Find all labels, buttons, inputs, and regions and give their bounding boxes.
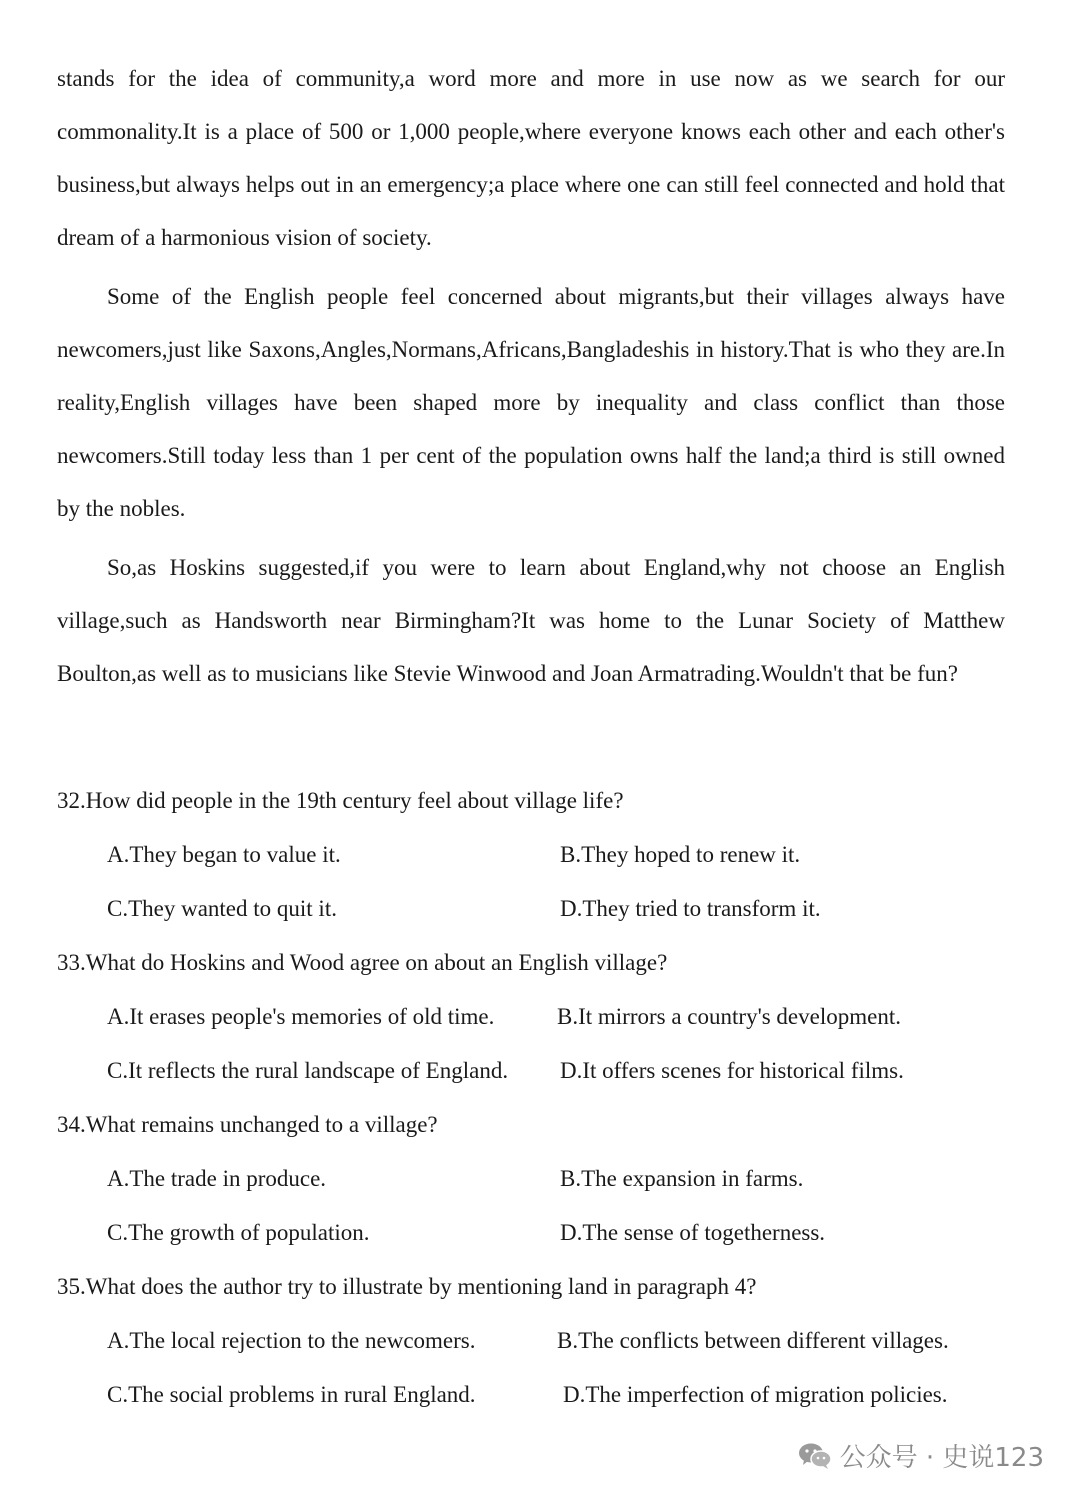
option-a: A.The local rejection to the newcomers. — [107, 1328, 476, 1353]
document-page — [57, 52, 1005, 1422]
question-32 — [57, 774, 1005, 936]
question-34 — [57, 1098, 1005, 1260]
option-row — [57, 1314, 1005, 1368]
question-stem: 35.What does the author try to illustrate by mentioning land in paragraph 4? — [57, 1274, 757, 1299]
option-b: B.It mirrors a country's development. — [557, 1004, 901, 1029]
question-list — [57, 774, 1005, 1422]
option-d: D.The sense of togetherness. — [560, 1220, 826, 1245]
question-stem: 32.How did people in the 19th century feel about village life? — [57, 788, 624, 813]
passage-paragraph-1: stands for the idea of community,a word more and more in use now as we search for our commonality.It is a place of 500 or 1,000 people,where everyone knows each other and each other's business,but always helps out in an emergency;a place where one can still feel connected and hold that dream of a harmonious vision of society. — [57, 66, 1005, 250]
option-b: B.The expansion in farms. — [560, 1166, 804, 1191]
question-stem: 34.What remains unchanged to a village? — [57, 1112, 438, 1137]
option-d: D.They tried to transform it. — [560, 896, 821, 921]
option-c: C.They wanted to quit it. — [107, 896, 337, 921]
option-d: D.The imperfection of migration policies. — [563, 1382, 948, 1407]
question-35 — [57, 1260, 1005, 1422]
question-stem: 33.What do Hoskins and Wood agree on about an English village? — [57, 950, 668, 975]
question-33 — [57, 936, 1005, 1098]
option-row — [57, 990, 1005, 1044]
option-d: D.It offers scenes for historical films. — [560, 1058, 904, 1083]
option-a: A.They began to value it. — [107, 842, 341, 867]
option-a: A.It erases people's memories of old time. — [107, 1004, 495, 1029]
option-b: B.They hoped to renew it. — [560, 842, 801, 867]
watermark — [798, 1437, 1044, 1474]
option-row — [57, 1152, 1005, 1206]
option-row — [57, 1368, 1005, 1422]
option-c: C.The social problems in rural England. — [107, 1382, 476, 1407]
option-row — [57, 1044, 1005, 1098]
option-c: C.It reflects the rural landscape of England. — [107, 1058, 509, 1083]
option-a: A.The trade in produce. — [107, 1166, 327, 1191]
option-row — [57, 1206, 1005, 1260]
wechat-icon — [798, 1442, 832, 1470]
watermark-text: 公众号 · 史说123 — [839, 1443, 1044, 1473]
option-c: C.The growth of population. — [107, 1220, 370, 1245]
option-row — [57, 882, 1005, 936]
option-b: B.The conflicts between different villages. — [557, 1328, 949, 1353]
passage-paragraph-2: Some of the English people feel concerned about migrants,but their villages always have newcomers,just like Saxons,Angles,Normans,Africans,Bangladeshis in history.That is who they are.In reality,English villages have been shaped more by inequality and class conflict than those newcomers.Still today less than 1 per cent of the population owns half the land;a third is still owned by the nobles. — [57, 284, 1005, 521]
option-row — [57, 828, 1005, 882]
passage-paragraph-3: So,as Hoskins suggested,if you were to learn about England,why not choose an English village,such as Handsworth near Birmingham?It was home to the Lunar Society of Matthew Boulton,as well as to musicians like Stevie Winwood and Joan Armatrading.Wouldn't that be fun? — [57, 555, 1005, 686]
